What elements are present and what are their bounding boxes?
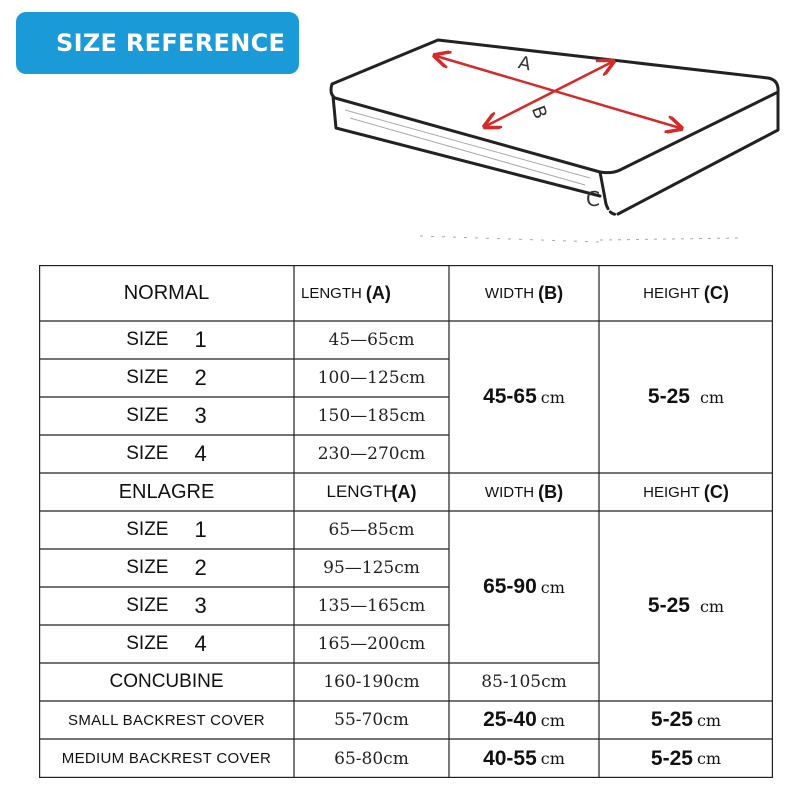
size-word: SIZE [126, 595, 169, 616]
concubine-width: 85-105cm [481, 672, 567, 692]
normal-width-unit: cm [540, 387, 565, 407]
mattress-shading [345, 110, 740, 242]
normal-width-header [449, 265, 599, 321]
enlarge-width-header-text: WIDTH [484, 483, 535, 501]
size-number: 1 [194, 327, 207, 352]
normal-size-3-length: 150—185cm [317, 406, 426, 426]
label-b: B [526, 103, 551, 122]
size-number: 2 [194, 365, 207, 390]
small-backrest-width-unit: cm [540, 710, 565, 730]
concubine-length: 160-190cm [323, 672, 420, 692]
normal-size-1-length: 45—65cm [328, 330, 415, 350]
medium-backrest-label: MEDIUM BACKREST COVER [61, 750, 272, 767]
normal-length-header-letter: (A) [365, 282, 391, 303]
medium-backrest-length: 65-80cm [334, 748, 409, 769]
normal-length-header-text: LENGTH [301, 284, 362, 302]
normal-section-label: NORMAL [123, 281, 210, 304]
normal-width-value [449, 321, 599, 473]
enlarge-height-header-text: HEIGHT [643, 483, 700, 501]
enlarge-size-1-length: 65—85cm [328, 520, 415, 540]
normal-height-header-letter: (C) [703, 282, 729, 303]
enlarge-size-4-length: 165—200cm [317, 634, 426, 654]
normal-width-number: 45-65 [483, 385, 537, 408]
normal-height-header-text: HEIGHT [643, 284, 700, 302]
enlarge-size-2-length: 95—125cm [323, 558, 420, 578]
size-number: 1 [194, 517, 207, 542]
normal-height-unit: cm [699, 387, 725, 407]
small-backrest-height [599, 701, 773, 739]
enlarge-size-2-label [39, 549, 294, 587]
size-number: 3 [194, 403, 207, 428]
normal-size-1-label [39, 321, 294, 359]
enlarge-width-number: 65-90 [483, 575, 537, 598]
enlarge-height-unit: cm [699, 596, 725, 616]
enlarge-height-number: 5-25 [647, 594, 690, 617]
size-number: 4 [194, 441, 207, 466]
enlarge-size-1-label [39, 511, 294, 549]
concubine-label: CONCUBINE [109, 671, 224, 692]
medium-backrest-width [449, 739, 599, 778]
enlarge-height-header-letter: (C) [703, 481, 729, 502]
size-word: SIZE [126, 329, 169, 350]
enlarge-size-3-length: 135—165cm [317, 596, 426, 616]
medium-backrest-height [599, 739, 773, 778]
normal-width-header-text: WIDTH [484, 284, 535, 302]
small-backrest-length: 55-70cm [334, 710, 409, 730]
mattress-outline [331, 40, 778, 214]
normal-width-header-letter: (B) [538, 282, 564, 303]
size-word: SIZE [126, 405, 169, 426]
enlarge-width-header [449, 473, 599, 511]
size-number: 2 [194, 555, 207, 580]
size-word: SIZE [126, 367, 169, 388]
label-a: A [516, 52, 533, 76]
size-number: 4 [194, 631, 207, 656]
enlarge-width-header-letter: (B) [538, 481, 564, 502]
enlarge-size-3-label [39, 587, 294, 625]
mattress-dimension-illustration [0, 0, 800, 260]
enlarge-length-header-text: LENGTH [326, 482, 396, 501]
size-word: SIZE [126, 557, 169, 578]
enlarge-width-unit: cm [540, 577, 565, 597]
normal-size-2-length: 100—125cm [317, 368, 426, 388]
medium-backrest-width-number: 40-55 [483, 746, 537, 770]
normal-size-4-label [39, 435, 294, 473]
normal-size-4-length: 230—270cm [317, 444, 426, 464]
size-word: SIZE [126, 443, 169, 464]
enlarge-size-4-label [39, 625, 294, 663]
small-backrest-label: SMALL BACKREST COVER [68, 711, 265, 729]
enlarge-length-header [294, 473, 449, 511]
badge-label: SIZE REFERENCE [56, 29, 286, 57]
enlarge-width-value [449, 511, 599, 663]
size-word: SIZE [126, 633, 169, 654]
medium-backrest-height-number: 5-25 [650, 746, 693, 770]
enlarge-height-value [599, 511, 773, 701]
normal-height-number: 5-25 [647, 385, 690, 408]
medium-backrest-height-unit: cm [696, 749, 722, 768]
medium-backrest-width-unit: cm [540, 749, 565, 768]
normal-length-header [301, 265, 449, 321]
size-table [39, 265, 773, 778]
length-arrow [436, 56, 680, 128]
width-arrow [486, 62, 612, 126]
small-backrest-width [449, 701, 599, 739]
enlarge-section-label: ENLAGRE [118, 480, 215, 503]
small-backrest-height-number: 5-25 [650, 708, 693, 731]
size-word: SIZE [126, 519, 169, 540]
normal-size-2-label [39, 359, 294, 397]
enlarge-height-header [599, 473, 773, 511]
size-number: 3 [194, 593, 207, 618]
normal-height-header [599, 265, 773, 321]
enlarge-length-header-letter: (A) [391, 481, 417, 502]
small-backrest-width-number: 25-40 [483, 708, 537, 731]
label-c: C [586, 187, 600, 211]
normal-size-3-label [39, 397, 294, 435]
normal-height-value [599, 321, 773, 473]
small-backrest-height-unit: cm [696, 710, 722, 730]
